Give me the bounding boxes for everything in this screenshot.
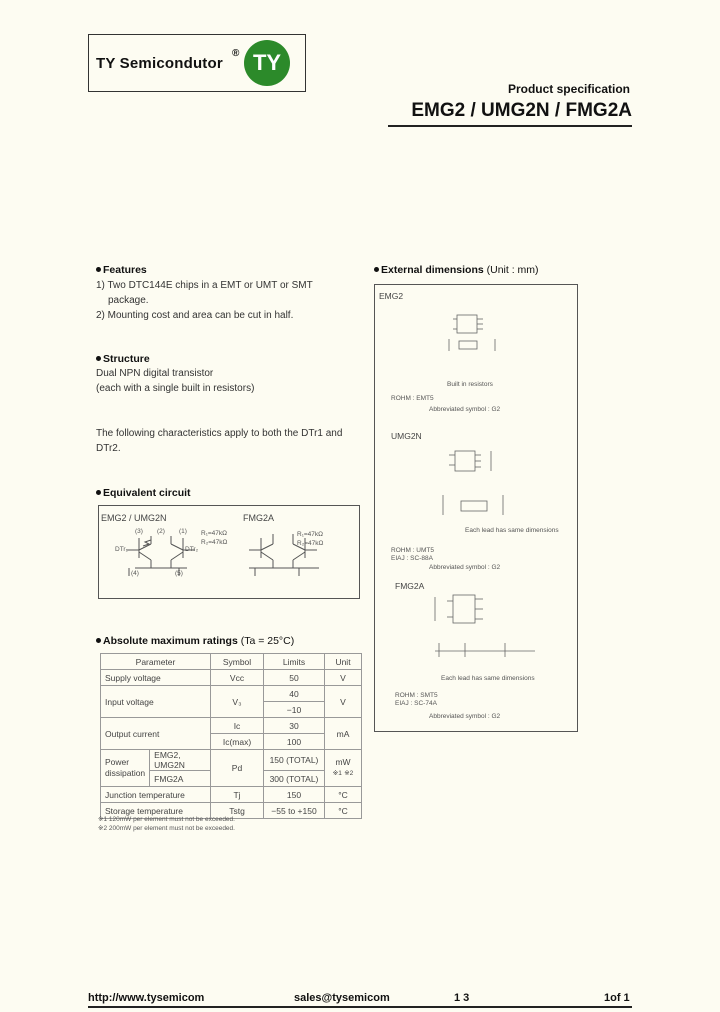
umg2n-label: UMG2N (391, 431, 422, 441)
table-row: Ic(max) 100 (101, 734, 362, 750)
r1-value: R₁=47kΩ (201, 530, 228, 537)
emg2-abbr: Abbreviated symbol : G2 (429, 406, 501, 413)
ratings-note: ※1 120mW per element must not be exceeded. (98, 816, 235, 823)
bullet-icon (96, 490, 101, 495)
ratings-title: Absolute maximum ratings (Ta = 25°C) (96, 635, 294, 647)
table-header-row: Parameter Symbol Limits Unit (101, 654, 362, 670)
fmg2a-each-lead: Each lead has same dimensions (441, 675, 535, 682)
umg2n-eiaj: EIAJ : SC-88A (391, 555, 433, 562)
note-text (96, 426, 342, 456)
emg2-built-in: Built in resistors (447, 381, 493, 388)
svg-text:R₂=47kΩ: R₂=47kΩ (297, 540, 324, 547)
table-row: Output current Ic 30 mA (101, 718, 362, 734)
features-list (96, 278, 313, 323)
registered-mark: ® (232, 48, 240, 59)
umg2n-abbr: Abbreviated symbol : G2 (429, 564, 501, 571)
structure-text (96, 366, 254, 396)
logo-text: TY (252, 50, 282, 75)
bullet-icon (96, 638, 101, 643)
table-row: Junction temperature Tj 150 °C (101, 787, 362, 803)
ratings-table (100, 653, 362, 819)
fmg2a-rohm: ROHM : SMT5 (395, 692, 438, 699)
umg2n-each-lead: Each lead has same dimensions (465, 527, 559, 534)
circuit-schematic (99, 506, 359, 598)
fmg2a-eiaj: EIAJ : SC-74A (395, 700, 437, 707)
svg-text:R₁=47kΩ: R₁=47kΩ (297, 531, 324, 538)
table-row: Storage temperature Tstg −55 to +150 °C (101, 803, 362, 819)
footer-divider (88, 1006, 632, 1008)
umg2n-package-drawing (431, 445, 531, 525)
footer-page: 1of 1 (604, 992, 630, 1004)
structure-line: Dual NPN digital transistor (96, 368, 214, 379)
dtr1-label: DTr₁ (115, 546, 128, 553)
features-line: 2) Mounting cost and area can be cut in half. (96, 310, 294, 321)
bullet-icon (96, 356, 101, 361)
umg2n-rohm: ROHM : UMT5 (391, 547, 434, 554)
bullet-icon (374, 267, 379, 272)
pin-label: (1) (179, 528, 187, 535)
external-title: External dimensions (Unit : mm) (374, 264, 539, 276)
structure-title: Structure (96, 353, 150, 365)
dtr2-label: DTr₂ (185, 546, 199, 553)
ratings-note: ※2 200mW per element must not be exceeded. (98, 825, 235, 832)
part-numbers: EMG2 / UMG2N / FMG2A (411, 100, 632, 121)
header-divider (388, 125, 632, 127)
table-row: Input voltage V₃ 40 V (101, 686, 362, 702)
footer-email[interactable]: sales@tysemicom (294, 992, 390, 1004)
pin-label: (3) (135, 528, 143, 535)
ty-logo (244, 40, 290, 86)
table-row: FMG2A 300 (TOTAL) (101, 771, 362, 787)
note-line: The following characteristics apply to both the DTr1 and (96, 428, 343, 439)
footer-page-code: 1 3 (454, 992, 470, 1004)
table-row: −10 (101, 702, 362, 718)
emg2-label: EMG2 (379, 291, 404, 301)
structure-line: (each with a single built in resistors) (96, 383, 255, 394)
r2-value: R₂=47kΩ (201, 539, 228, 546)
fmg2a-abbr: Abbreviated symbol : G2 (429, 713, 501, 720)
features-line: package. (108, 295, 149, 306)
table-row: Power dissipation EMG2, UMG2N Pd 150 (TOTAL) mW ※1 ※2 (101, 750, 362, 771)
bullet-icon (96, 267, 101, 272)
note-line: DTr2. (96, 443, 121, 454)
fmg2a-label: FMG2A (395, 581, 425, 591)
spec-label: Product specification (507, 82, 630, 96)
circuit-left-label: EMG2 / UMG2N (101, 513, 167, 523)
footer-website[interactable]: http://www.tysemicom (88, 992, 205, 1004)
external-dimensions-box (374, 284, 578, 732)
pin-label: (2) (157, 528, 165, 535)
emg2-rohm: ROHM : EMT5 (391, 395, 434, 402)
pin-label: (5) (175, 570, 183, 577)
circuit-right-label: FMG2A (243, 513, 275, 523)
emg2-package-drawing (435, 311, 515, 361)
equivalent-title: Equivalent circuit (96, 487, 191, 499)
pin-label: (4) (131, 570, 139, 577)
features-line: 1) Two DTC144E chips in a EMT or UMT or SMT (96, 280, 313, 291)
equivalent-circuit-box (98, 505, 360, 599)
table-row: Supply voltage Vcc 50 V (101, 670, 362, 686)
fmg2a-package-drawing (425, 591, 555, 671)
features-title: Features (96, 264, 147, 276)
brand-name: TY Semicondutor (96, 55, 223, 72)
